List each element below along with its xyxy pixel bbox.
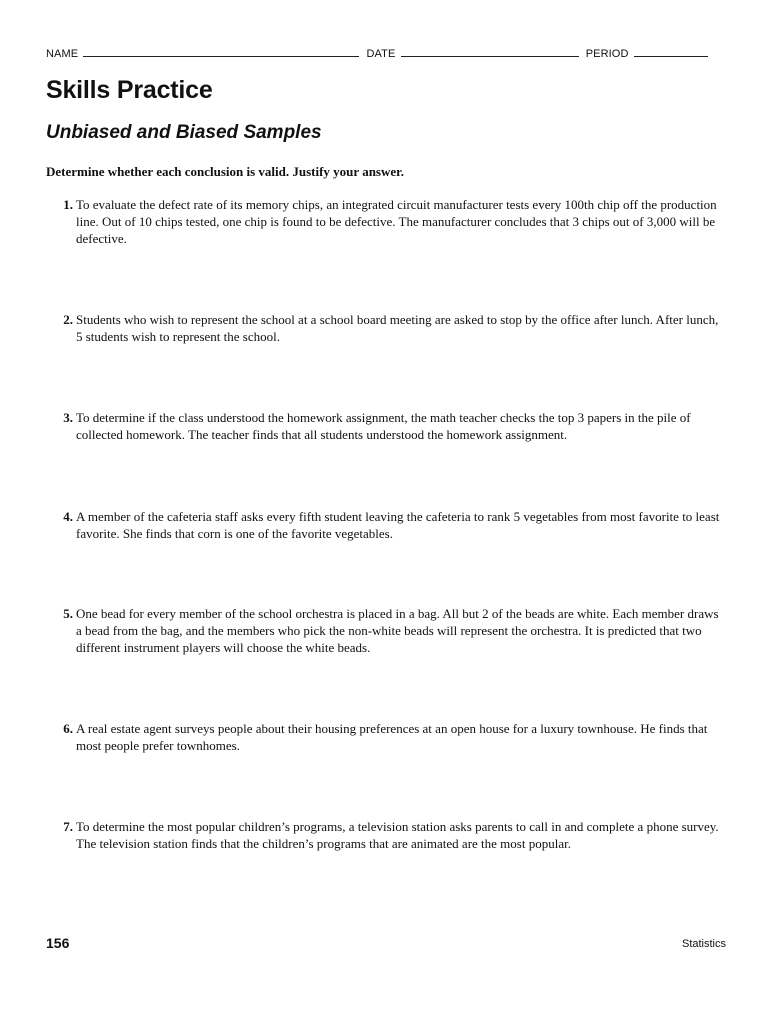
question-number: 7. <box>63 819 73 834</box>
name-field[interactable] <box>83 47 359 57</box>
period-label: PERIOD <box>585 48 629 60</box>
question-text: Students who wish to represent the school at a school board meeting are asked to stop by the office after lunch. After lunch, 5 students wish to represent the school. <box>76 312 719 344</box>
question-text: To determine the most popular children’s programs, a television station asks parents to call in and complete a phone survey. The television station finds that the children’s programs that are animated are the most popular. <box>76 819 719 851</box>
question-5 <box>46 605 726 656</box>
name-label: NAME <box>46 48 79 60</box>
question-text: To evaluate the defect rate of its memory chips, an integrated circuit manufacturer tests every 100th chip off the production line. Out of 10 chips tested, one chip is found to be defective. The manufacturer concludes that 3 chips out of 3,000 will be defective. <box>76 197 717 246</box>
question-1 <box>46 196 726 247</box>
question-7 <box>46 818 726 852</box>
question-2 <box>46 311 726 345</box>
period-field[interactable] <box>634 47 708 57</box>
question-number: 2. <box>63 312 73 327</box>
page-number: 156 <box>46 935 70 951</box>
lesson-subtitle: Unbiased and Biased Samples <box>46 122 322 143</box>
date-label: DATE <box>366 48 396 60</box>
date-field[interactable] <box>401 47 579 57</box>
page-title: Skills Practice <box>46 76 213 104</box>
question-text: A real estate agent surveys people about their housing preferences at an open house for a luxury townhouse. He finds that most people prefer townhomes. <box>76 721 708 753</box>
question-4 <box>46 508 726 542</box>
question-text: A member of the cafeteria staff asks every fifth student leaving the cafeteria to rank 5 vegetables from most favorite to least favorite. She finds that corn is one of the favorite vegetables. <box>76 509 720 541</box>
question-number: 1. <box>63 197 73 212</box>
section-name: Statistics <box>681 938 726 950</box>
question-3 <box>46 409 726 443</box>
question-number: 4. <box>63 509 73 524</box>
question-number: 5. <box>63 606 73 621</box>
question-6 <box>46 720 726 754</box>
student-info-header <box>46 47 726 60</box>
question-text: One bead for every member of the school orchestra is placed in a bag. All but 2 of the beads are white. Each member draws a bead from the bag, and the members who pick the non-white beads will represent the orchestra. It is predicted that two different instrument players will choose the white beads. <box>76 606 719 655</box>
instructions: Determine whether each conclusion is valid. Justify your answer. <box>46 164 404 179</box>
question-number: 3. <box>63 410 73 425</box>
question-text: To determine if the class understood the homework assignment, the math teacher checks the top 3 papers in the pile of collected homework. The teacher finds that all students understood the homework assignment. <box>76 410 691 442</box>
question-number: 6. <box>63 721 73 736</box>
